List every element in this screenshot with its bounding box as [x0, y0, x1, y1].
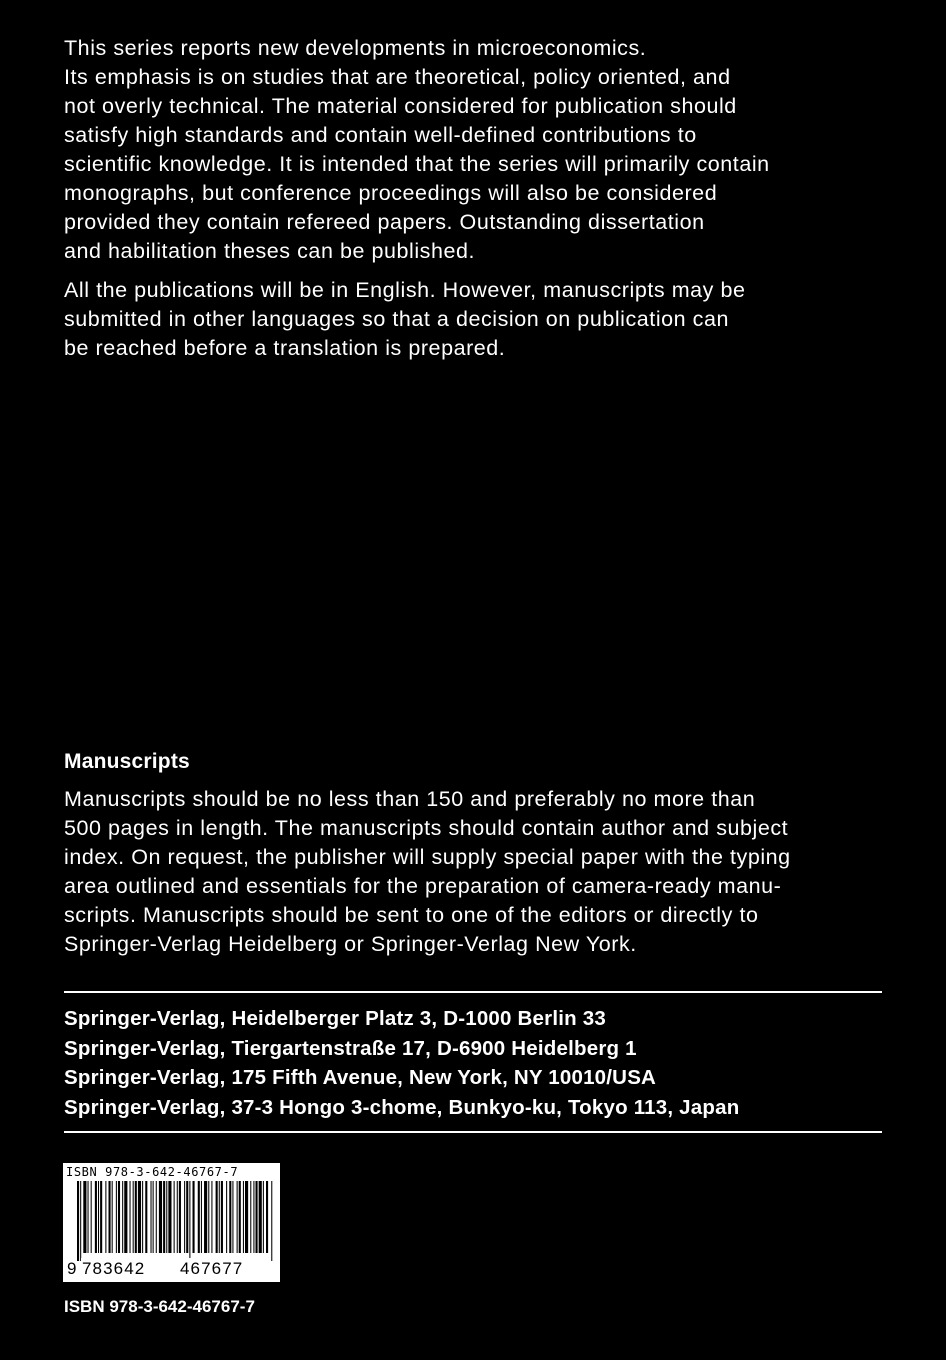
barcode-bar: [112, 1181, 113, 1253]
publisher-addresses: [64, 1004, 894, 1122]
barcode-bar: [77, 1181, 79, 1261]
barcode-bar: [204, 1181, 207, 1253]
barcode-bar: [122, 1181, 123, 1253]
isbn-footer: ISBN 978-3-642-46767-7: [64, 1297, 255, 1316]
manuscripts-line: 500 pages in length. The manuscripts should contain author and subject: [64, 816, 789, 840]
barcode-bar: [142, 1181, 143, 1253]
barcode-bar: [98, 1181, 99, 1253]
barcode-bar: [245, 1181, 248, 1253]
barcode-bar: [109, 1181, 111, 1253]
barcode-bar: [80, 1181, 81, 1261]
barcode-bar: [153, 1181, 154, 1253]
barcode-bar: [201, 1181, 202, 1253]
publications-line: be reached before a translation is prepared.: [64, 336, 506, 360]
intro-line: monographs, but conference proceedings will also be considered: [64, 181, 718, 205]
barcode-bar: [166, 1181, 167, 1253]
barcode-bar: [263, 1181, 264, 1253]
barcode-bar: [184, 1181, 185, 1253]
manuscripts-line: Manuscripts should be no less than 150 and preferably no more than: [64, 787, 756, 811]
intro-line: satisfy high standards and contain well-defined contributions to: [64, 123, 697, 147]
barcode-bar: [193, 1181, 195, 1253]
barcode-bar: [250, 1181, 251, 1253]
barcode-bar: [219, 1181, 220, 1253]
barcode-bar: [159, 1181, 162, 1253]
barcode-bar: [179, 1181, 181, 1253]
barcode-bar: [135, 1181, 137, 1253]
barcode-bar: [95, 1181, 97, 1253]
barcode-bar: [221, 1181, 223, 1253]
barcode-digits-right: 467677: [180, 1259, 244, 1278]
barcode-bar: [163, 1181, 165, 1253]
barcode-bar: [189, 1181, 190, 1261]
barcode-digits-left: 783642: [82, 1259, 146, 1278]
barcode-bar: [208, 1181, 209, 1253]
barcode-isbn-label: ISBN 978-3-642-46767-7: [66, 1165, 239, 1179]
barcode-bar: [259, 1181, 262, 1253]
barcode-bar: [271, 1181, 272, 1261]
barcode-bar: [239, 1181, 241, 1253]
barcode-bar: [198, 1181, 200, 1253]
barcode-bar: [156, 1181, 157, 1253]
barcode-bars: [63, 1181, 280, 1261]
manuscripts-line: Springer-Verlag Heidelberg or Springer-Verlag New York.: [64, 932, 637, 956]
barcode-bar: [145, 1181, 147, 1253]
barcode-digits: [67, 1258, 277, 1280]
barcode-bar: [216, 1181, 218, 1253]
barcode-bar: [116, 1181, 117, 1253]
barcode-bar: [124, 1181, 127, 1253]
address-tokyo: Springer-Verlag, 37-3 Hongo 3-chome, Bunkyo-ku, Tokyo 113, Japan: [64, 1095, 740, 1119]
barcode-bar: [151, 1181, 152, 1253]
barcode-bar: [83, 1181, 86, 1253]
intro-line: provided they contain refereed papers. Outstanding dissertation: [64, 210, 705, 234]
language-policy: [64, 276, 894, 363]
barcode-bar: [243, 1181, 244, 1253]
address-berlin: Springer-Verlag, Heidelberger Platz 3, D-1000 Berlin 33: [64, 1007, 606, 1030]
intro-line: and habilitation theses can be published.: [64, 239, 476, 263]
barcode-bar: [226, 1181, 227, 1253]
intro-line: scientific knowledge. It is intended that the series will primarily contain: [64, 152, 770, 176]
barcode-bar: [133, 1181, 134, 1253]
barcode-bar: [138, 1181, 141, 1253]
intro-line: Its emphasis is on studies that are theoretical, policy oriented, and: [64, 65, 731, 89]
manuscripts-heading: Manuscripts: [64, 750, 190, 773]
intro-line: This series reports new developments in microeconomics.: [64, 36, 647, 60]
divider: [64, 991, 882, 993]
series-description: [64, 34, 894, 266]
barcode-bar: [105, 1181, 106, 1253]
barcode-bar: [177, 1181, 178, 1253]
address-new-york: Springer-Verlag, 175 Fifth Avenue, New York, NY 10010/USA: [64, 1066, 657, 1089]
barcode-bar: [237, 1181, 238, 1253]
barcode-bar: [232, 1181, 233, 1253]
manuscripts-text: [64, 785, 894, 959]
intro-line: not overly technical. The material considered for publication should: [64, 94, 737, 118]
barcode-bar: [253, 1181, 254, 1253]
barcode-digit-first: 9: [67, 1259, 77, 1278]
barcode-bar: [130, 1181, 131, 1253]
barcode-bar: [229, 1181, 231, 1253]
manuscripts-line: scripts. Manuscripts should be sent to one of the editors or directly to: [64, 903, 759, 927]
isbn-barcode: [63, 1163, 280, 1282]
publications-line: submitted in other languages so that a decision on publication can: [64, 307, 729, 331]
barcode-bar: [266, 1181, 268, 1253]
barcode-bar: [168, 1181, 171, 1253]
barcode-bar: [100, 1181, 102, 1253]
barcode-bar: [91, 1181, 92, 1253]
barcode-bar: [211, 1181, 212, 1253]
barcode-bar: [256, 1181, 258, 1253]
barcode-bar: [186, 1181, 188, 1253]
barcode-bar: [118, 1181, 120, 1253]
manuscripts-line: area outlined and essentials for the preparation of camera-ready manu-: [64, 874, 782, 898]
manuscripts-line: index. On request, the publisher will supply special paper with the typing: [64, 845, 791, 869]
address-heidelberg: Springer-Verlag, Tiergartenstraße 17, D-6900 Heidelberg 1: [64, 1036, 637, 1060]
publications-line: All the publications will be in English. However, manuscripts may be: [64, 278, 746, 302]
divider: [64, 1131, 882, 1133]
barcode-bar: [88, 1181, 89, 1253]
barcode-bar: [174, 1181, 175, 1253]
